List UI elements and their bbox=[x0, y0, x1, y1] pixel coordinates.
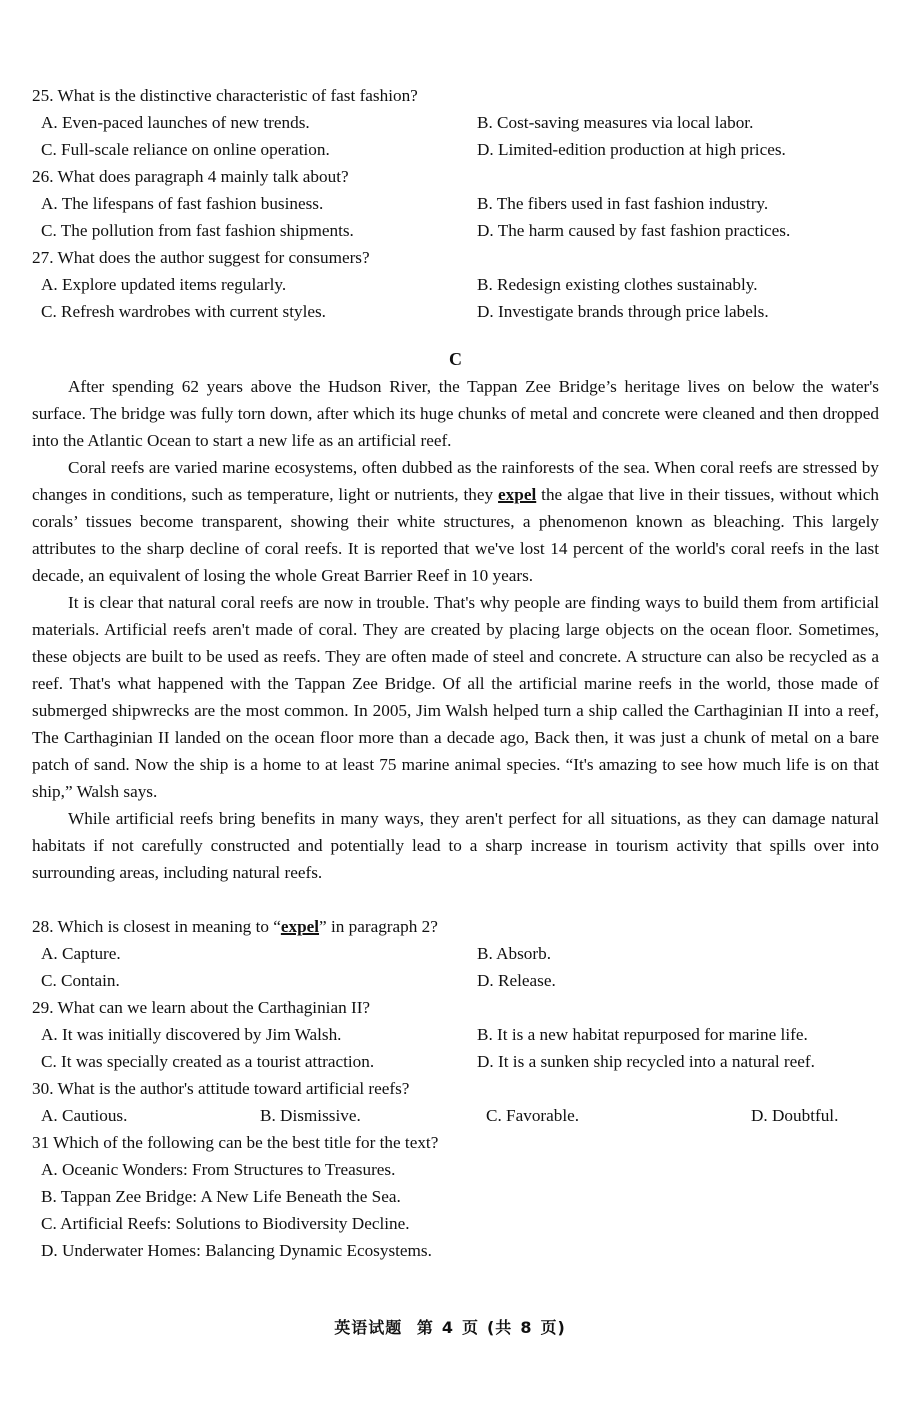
question-29-options-row-2 bbox=[32, 1048, 879, 1075]
question-27-option-a: A. Explore updated items regularly. bbox=[41, 275, 287, 294]
paragraph-2-text-before: Coral reefs are varied marine ecosystems, often dubbed as the rainforests of the sea. When coral reefs are stressed by changes in conditions, such as temperature, light or nutrients, they bbox=[32, 458, 879, 504]
question-28-option-c: C. Contain. bbox=[41, 971, 120, 990]
question-27-options-row-1 bbox=[32, 271, 879, 298]
question-28-stem-before: 28. Which is closest in meaning to “ bbox=[32, 917, 281, 936]
question-25-option-d: D. Limited-edition production at high prices. bbox=[477, 140, 786, 159]
question-27-stem: 27. What does the author suggest for consumers? bbox=[32, 248, 370, 267]
question-26-options-row-1 bbox=[32, 190, 879, 217]
question-25-stem: 25. What is the distinctive characteristic of fast fashion? bbox=[32, 86, 418, 105]
footer-page-prefix: 第 bbox=[416, 1318, 434, 1337]
passage-paragraph-3: It is clear that natural coral reefs are now in trouble. That's why people are finding ways to build them from artificial materials. Artificial reefs aren't made of coral. They are created by placing large objects on the ocean floor. Sometimes, these objects are built to be used as reefs. They are often made of steel and concrete. A structure can also be recycled as a reef. That's what happened with the Tappan Zee Bridge. Of all the artificial marine reefs in the world, those made of submerged shipwrecks are the most common. In 2005, Jim Walsh helped turn a ship called the Carthaginian II into a reef, The Carthaginian II landed on the ocean floor more than a decade ago, Back then, it was just a chunk of metal on a bare patch of sand. Now the ship is a home to at least 75 marine animal species. “It's amazing to see how much life is on that ship,” Walsh says. bbox=[32, 593, 879, 801]
passage-paragraph-4: While artificial reefs bring benefits in many ways, they aren't perfect for all situations, as they can damage natural habitats if not carefully constructed and potentially lead to a sharp increase in tourism activity that spills over into surrounding areas, including natural reefs. bbox=[32, 809, 879, 882]
question-25-option-b: B. Cost-saving measures via local labor. bbox=[477, 113, 754, 132]
question-25-option-c: C. Full-scale reliance on online operation. bbox=[41, 140, 330, 159]
question-29-options-row-1 bbox=[32, 1021, 879, 1048]
question-28-stem-after: ” in paragraph 2? bbox=[319, 917, 438, 936]
question-25-options-row-1 bbox=[32, 109, 879, 136]
question-28-option-b: B. Absorb. bbox=[477, 944, 552, 963]
question-31-option-d: D. Underwater Homes: Balancing Dynamic Ecosystems. bbox=[41, 1241, 432, 1260]
question-31-option-a: A. Oceanic Wonders: From Structures to Treasures. bbox=[41, 1160, 396, 1179]
footer-total-pages: 8 bbox=[520, 1318, 533, 1337]
page-footer bbox=[0, 1315, 900, 1338]
question-28-highlighted-word: expel bbox=[280, 917, 320, 936]
question-31-option-c: C. Artificial Reefs: Solutions to Biodiversity Decline. bbox=[41, 1214, 410, 1233]
question-29-option-d: D. It is a sunken ship recycled into a natural reef. bbox=[477, 1052, 815, 1071]
question-31-option-b: B. Tappan Zee Bridge: A New Life Beneath the Sea. bbox=[41, 1187, 401, 1206]
question-25-options-row-2 bbox=[32, 136, 879, 163]
footer-subject: 英语试题 bbox=[334, 1318, 403, 1337]
question-30-option-b: B. Dismissive. bbox=[260, 1106, 361, 1125]
question-29-option-a: A. It was initially discovered by Jim Walsh. bbox=[41, 1025, 342, 1044]
question-28-stem bbox=[32, 913, 879, 940]
question-28-option-a: A. Capture. bbox=[41, 944, 121, 963]
question-26-option-a: A. The lifespans of fast fashion business. bbox=[41, 194, 324, 213]
footer-page-unit: 页 bbox=[461, 1318, 479, 1337]
question-30-option-a: A. Cautious. bbox=[41, 1106, 128, 1125]
passage-paragraph-2 bbox=[32, 454, 879, 589]
question-27-options-row-2 bbox=[32, 298, 879, 325]
question-29-option-c: C. It was specially created as a tourist attraction. bbox=[41, 1052, 375, 1071]
question-28-option-d: D. Release. bbox=[477, 971, 556, 990]
spacer bbox=[32, 886, 879, 913]
question-26-stem: 26. What does paragraph 4 mainly talk about? bbox=[32, 167, 349, 186]
question-29-option-b: B. It is a new habitat repurposed for marine life. bbox=[477, 1025, 808, 1044]
question-26-option-d: D. The harm caused by fast fashion practices. bbox=[477, 221, 791, 240]
question-25-option-a: A. Even-paced launches of new trends. bbox=[41, 113, 310, 132]
footer-total-close: 页) bbox=[540, 1318, 566, 1337]
question-26-options-row-2 bbox=[32, 217, 879, 244]
passage-paragraph-1: After spending 62 years above the Hudson River, the Tappan Zee Bridge’s heritage lives on below the water's surface. The bridge was fully torn down, after which its huge chunks of metal and concrete were cleaned and then dropped into the Atlantic Ocean to start a new life as an artificial reef. bbox=[32, 377, 879, 450]
question-29-stem: 29. What can we learn about the Carthaginian II? bbox=[32, 998, 371, 1017]
question-27-option-d: D. Investigate brands through price labels. bbox=[477, 302, 769, 321]
footer-page-number: 4 bbox=[441, 1318, 454, 1337]
highlighted-word-expel: expel bbox=[498, 485, 537, 504]
exam-page bbox=[32, 82, 879, 1264]
question-31-stem: 31 Which of the following can be the best title for the text? bbox=[32, 1133, 439, 1152]
question-26-option-b: B. The fibers used in fast fashion industry. bbox=[477, 194, 769, 213]
question-28-options-row-2 bbox=[32, 967, 879, 994]
question-28-options-row-1 bbox=[32, 940, 879, 967]
question-30-option-c: C. Favorable. bbox=[486, 1106, 580, 1125]
question-26-option-c: C. The pollution from fast fashion shipments. bbox=[41, 221, 354, 240]
question-30-stem: 30. What is the author's attitude toward artificial reefs? bbox=[32, 1079, 410, 1098]
question-30-options-row bbox=[32, 1102, 879, 1129]
section-heading: C bbox=[449, 349, 462, 369]
paragraph-2-text-after: the algae that live in their tissues, without which corals’ tissues become transparent, showing their white structures, a phenomenon known as bleaching. This largely attributes to the sharp decline of coral reefs. It is reported that we've lost 14 percent of the world's coral reefs in the last decade, an equivalent of losing the whole Great Barrier Reef in 10 years. bbox=[32, 485, 879, 585]
question-27-option-b: B. Redesign existing clothes sustainably. bbox=[477, 275, 758, 294]
footer-total-open: (共 bbox=[486, 1318, 513, 1337]
question-30-option-d: D. Doubtful. bbox=[751, 1106, 839, 1125]
question-27-option-c: C. Refresh wardrobes with current styles. bbox=[41, 302, 326, 321]
